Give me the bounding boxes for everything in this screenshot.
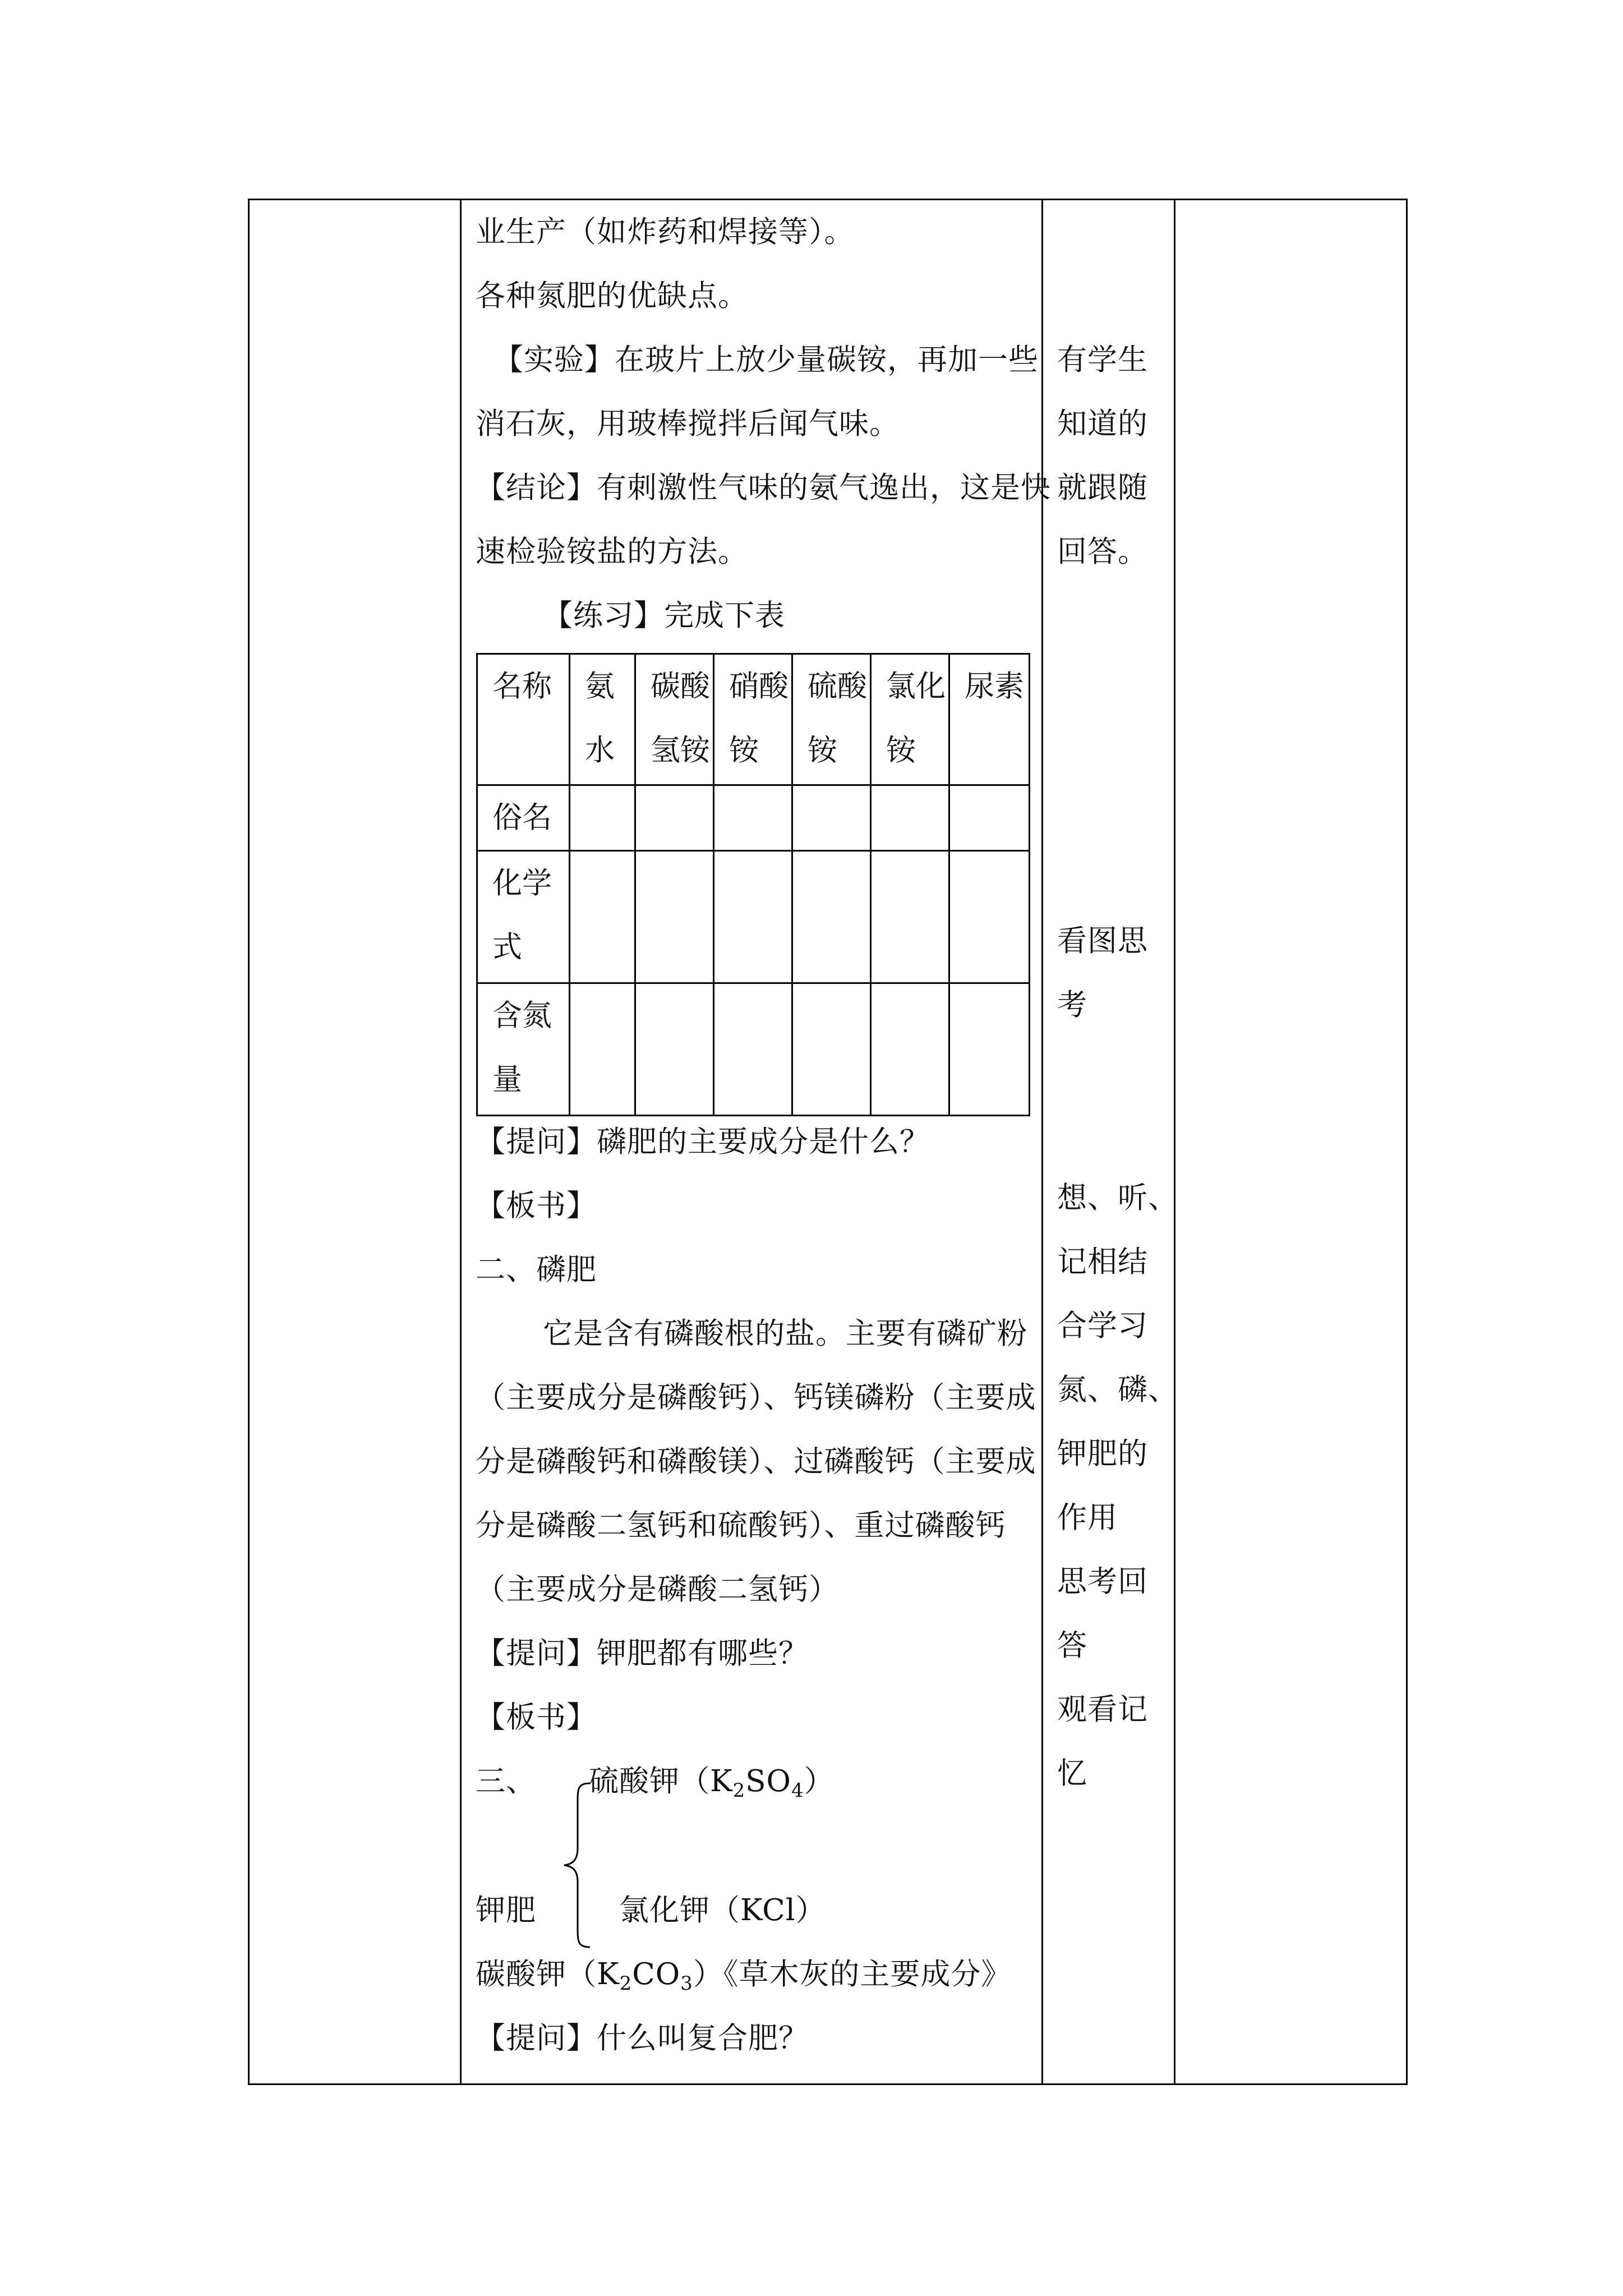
- text-line: 钾肥: [476, 1893, 536, 1927]
- table-cell: [635, 983, 714, 1116]
- table-cell: [635, 851, 714, 983]
- table-cell: [949, 851, 1030, 983]
- table-cell: [871, 785, 949, 851]
- text-line: 二、磷肥: [476, 1253, 597, 1287]
- table-cell: [949, 983, 1030, 1116]
- potassium-sulfate-line: 硫酸钾$(K_2SO_4)$: [589, 1764, 834, 1802]
- text-line: 分是磷酸钙和磷酸镁）、过磷酸钙（主要成: [476, 1444, 1036, 1479]
- text-line: 分是磷酸二氢钙和硫酸钙）、重过磷酸钙: [476, 1508, 1006, 1543]
- student-activity-line: 忆: [1057, 1756, 1087, 1791]
- table-row-label: 化学 式: [477, 851, 570, 983]
- student-activity-line: 考: [1057, 988, 1087, 1022]
- table-header-cell: 名称: [477, 654, 570, 785]
- student-activity-line: 思考回: [1057, 1565, 1148, 1599]
- student-activity-line: 观看记: [1057, 1692, 1148, 1727]
- student-activity-line: 有学生: [1057, 343, 1148, 377]
- table-cell: [792, 785, 871, 851]
- text-line: （主要成分是磷酸钙）、钙镁磷粉（主要成: [476, 1381, 1036, 1415]
- student-activity-line: 钾肥的: [1057, 1437, 1148, 1471]
- curly-brace-icon: [561, 1781, 594, 1949]
- table-cell: [714, 785, 792, 851]
- potassium-chloride-line: 氯化钾（KCl）: [619, 1893, 826, 1927]
- table-cell: [792, 851, 871, 983]
- text-line: 【提问】什么叫复合肥？: [476, 2021, 809, 2055]
- student-activity-line: 答: [1057, 1628, 1087, 1663]
- column-divider: [460, 200, 462, 2083]
- table-header-cell: 碳酸 氢铵: [635, 654, 714, 785]
- table-row-label: 俗名: [477, 785, 570, 851]
- student-activity-line: 想、听、: [1057, 1181, 1178, 1215]
- text-line: 业生产（如炸药和焊接等）。: [476, 215, 855, 249]
- text-line: 消石灰，用玻棒搅拌后闻气味。: [476, 407, 900, 441]
- student-activity-line: 回答。: [1057, 535, 1148, 569]
- text-line: 它是含有磷酸根的盐。主要有磷矿粉: [543, 1317, 1027, 1351]
- text-line: 【结论】有刺激性气味的氨气逸出，这是快: [476, 471, 1051, 505]
- table-cell: [570, 785, 635, 851]
- table-row-label: 含氮 量: [477, 983, 570, 1116]
- text-line: 各种氮肥的优缺点。: [476, 279, 748, 313]
- student-activity-line: 看图思: [1057, 924, 1148, 958]
- table-cell: [570, 983, 635, 1116]
- practice-table: [476, 653, 1030, 1116]
- column-divider: [1174, 200, 1175, 2083]
- table-cell: [635, 785, 714, 851]
- table-cell: [570, 851, 635, 983]
- table-cell: [871, 851, 949, 983]
- student-activity-line: 就跟随: [1057, 471, 1148, 505]
- table-cell: [714, 851, 792, 983]
- text-line: 【板书】: [476, 1189, 597, 1223]
- table-cell: [714, 983, 792, 1116]
- table-header-cell: 硝酸 铵: [714, 654, 792, 785]
- table-cell: [949, 785, 1030, 851]
- table-header-cell: 硫酸 铵: [792, 654, 871, 785]
- text-line: 【板书】: [476, 1700, 597, 1734]
- table-cell: [792, 983, 871, 1116]
- table-header-cell: 氨 水: [570, 654, 635, 785]
- student-activity-line: 氮、磷、: [1057, 1373, 1178, 1407]
- student-activity-line: 知道的: [1057, 407, 1148, 441]
- text-line: 三、: [476, 1764, 536, 1798]
- student-activity-line: 作用: [1057, 1501, 1118, 1535]
- text-line: 【提问】钾肥都有哪些？: [476, 1636, 809, 1671]
- table-cell: [871, 983, 949, 1116]
- text-line: （主要成分是磷酸二氢钙）: [476, 1572, 839, 1607]
- table-header-cell: 尿素: [949, 654, 1030, 785]
- potassium-carbonate-line: 碳酸钾$(K_2CO_3)$《草木灰的主要成分》: [476, 1957, 1012, 1995]
- text-line: 【实验】在玻片上放少量碳铵，再加一些: [494, 343, 1039, 377]
- student-activity-line: 合学习: [1057, 1309, 1148, 1343]
- text-line: 【提问】磷肥的主要成分是什么？: [476, 1125, 930, 1159]
- text-line: 速检验铵盐的方法。: [476, 535, 748, 569]
- student-activity-line: 记相结: [1057, 1245, 1148, 1279]
- text-line: 【练习】完成下表: [543, 599, 785, 633]
- table-header-cell: 氯化 铵: [871, 654, 949, 785]
